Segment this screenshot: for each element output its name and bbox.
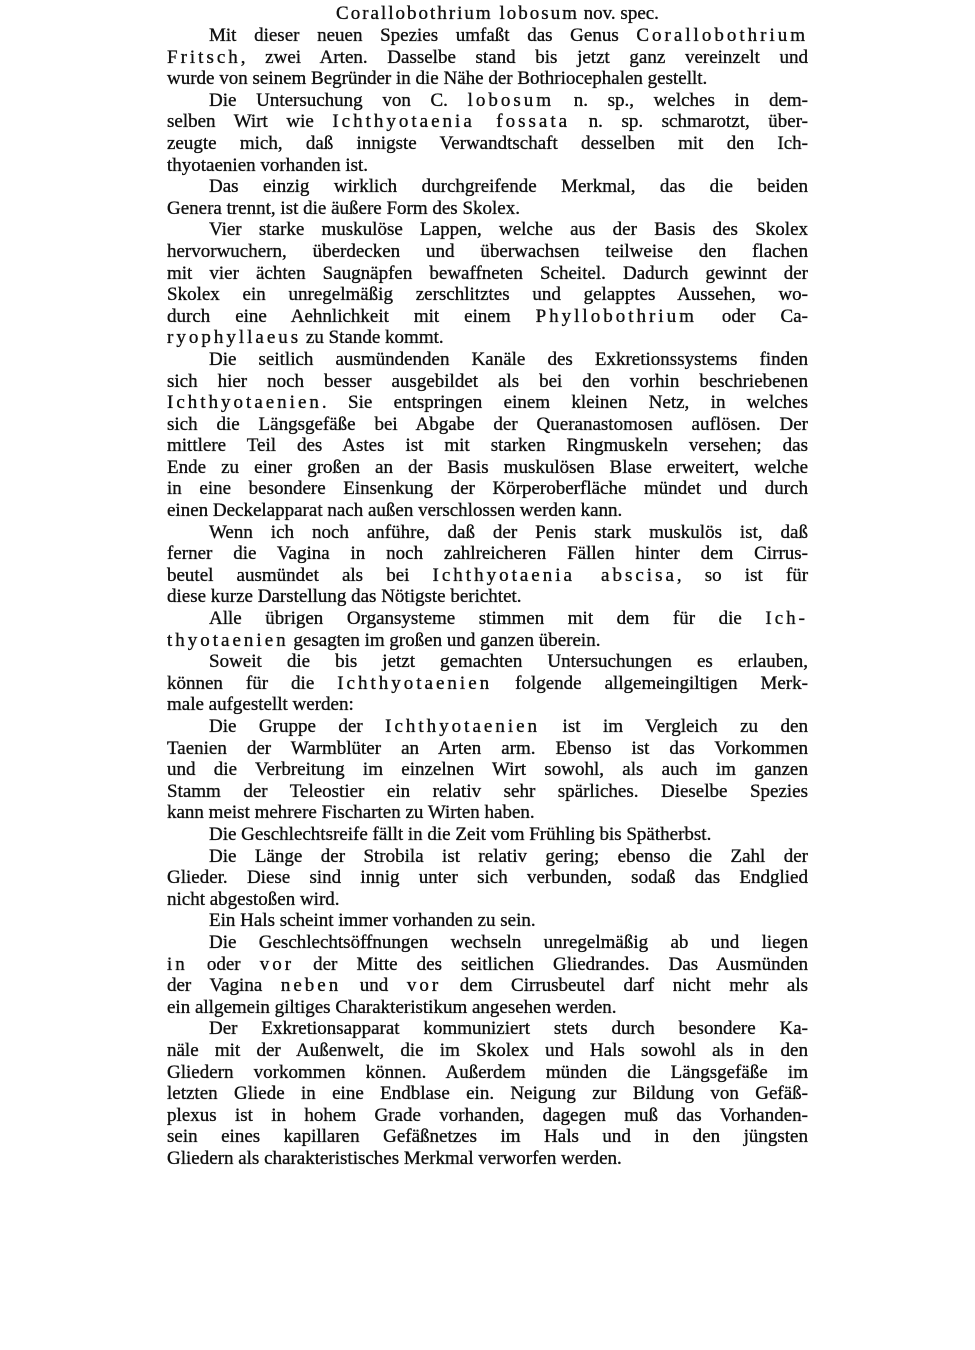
spaced-emphasis: ryophyllaeus [167,327,302,349]
text-run: n. sp., welches in dem- [554,89,809,111]
spaced-emphasis: Corallobothrium lobosum [336,3,579,24]
text-line [167,176,808,198]
spaced-emphasis: neben [280,975,342,997]
text-run: sich die Längsgefäße bei Abgabe der Queranastomosen auflösen. Der [167,413,808,435]
text-line [167,543,808,565]
spaced-emphasis: lobosum [467,89,555,111]
text-run: sein eines kapillaren Gefäßnetzes im Hals und in den jüngsten [167,1126,808,1148]
text-line [167,694,808,716]
text-run: Stamm der Teleostier ein relativ sehr spärliches. Dieselbe Spezies [167,780,808,802]
text-run: . Sie entspringen einem kleinen Netz, in welches [321,392,808,414]
spaced-emphasis: vor [259,953,295,975]
text-line [167,327,808,349]
paragraph [167,176,808,219]
text-run: ein allgemein giltiges Charakteristikum angesehen werden. [167,996,617,1018]
text-line [167,198,808,220]
text-line [167,349,808,371]
text-line [167,1126,808,1148]
text-line [167,716,808,738]
paragraph [167,932,808,1018]
text-run: in eine besondere Einsenkung der Körperoberfläche mündet und durch [167,478,808,500]
paragraph [167,1018,808,1169]
text-run: einen Deckelapparat nach außen verschlossen werden kann. [167,500,623,522]
text-line [167,608,808,630]
text-run: oder [187,953,260,975]
paragraph [167,846,808,911]
text-run: mit vier ächten Saugnäpfen bewaffneten Scheitel. Dadurch gewinnt der [167,262,808,284]
text-run: durch eine Aehnlichkeit mit einem [167,305,536,327]
text-line [167,565,808,587]
spaced-emphasis: Ich- [765,608,808,630]
text-run: zeugte mich, daß innigste Verwandtschaft desselben mit den Ich- [167,132,808,154]
text-line [167,759,808,781]
document-page [167,3,808,1169]
text-run: der Mitte des seitlichen Gliedrandes. Das Ausmünden [294,953,809,975]
text-line [167,522,808,544]
text-line [167,500,808,522]
spaced-emphasis: in [167,953,188,975]
paragraph [167,219,808,349]
text-line [167,457,808,479]
text-line [167,846,808,868]
text-run: Die Länge der Strobila ist relativ gering; ebenso die Zahl der [209,845,808,867]
text-run: nicht abgestoßen wird. [167,888,340,910]
text-run: Genera trennt, ist die äußere Form des Skolex. [167,197,520,219]
text-line [167,932,808,954]
text-run: und [341,975,407,997]
text-run: , so ist für [676,564,809,586]
paragraph [167,910,808,932]
text-line [167,435,808,457]
spaced-emphasis: Corallobothrium [636,25,808,46]
spaced-emphasis: Ichthyotaenia abscisa [432,564,677,586]
paragraph [167,90,808,176]
text-run: Alle übrigen Organsysteme stimmen mit dem für die [209,608,766,630]
text-line [167,25,808,47]
text-run: und die Verbreitung im einzelnen Wirt sowohl, als auch im ganzen [167,759,808,781]
spaced-emphasis: Fritsch [167,46,241,68]
text-run: letzten Gliede in eine Endblase ein. Neigung zur Bildung von Gefäß- [167,1083,808,1105]
text-run: der Vagina [167,975,281,997]
text-line [167,111,808,133]
text-run: Die Geschlechtsöffnungen wechseln unregelmäßig ab und liegen [209,931,808,953]
text-line [167,802,808,824]
text-line [167,263,808,285]
text-line [167,155,808,177]
text-line [167,371,808,393]
text-run: plexus ist in hohem Grade vorhanden, dagegen muß das Vorhanden- [167,1104,808,1126]
text-run: können für die [167,672,338,694]
text-run: Ein Hals scheint immer vorhanden zu sein. [209,910,536,932]
text-line [167,1018,808,1040]
text-line [167,738,808,760]
text-line [167,284,808,306]
text-run: diese kurze Darstellung das Nötigste berichtet. [167,586,522,608]
text-run: gesagten im großen und ganzen überein. [288,629,601,651]
paragraph [167,608,808,651]
text-line [167,392,808,414]
text-line [167,997,808,1019]
text-run: dem Cirrusbeutel darf nicht mehr als [441,975,808,997]
text-line [167,954,808,976]
paragraph [167,716,808,824]
text-line [167,1148,808,1170]
text-run: , zwei Arten. Dasselbe stand bis jetzt ganz vereinzelt und [240,46,808,68]
text-run: wurde von seinem Begründer in die Nähe der Bothriocephalen gestellt. [167,68,708,90]
text-run: Skolex ein unregelmäßig zerschlitztes und gelapptes Aussehen, wo- [167,284,808,306]
text-run: Die Geschlechtsreife fällt in die Zeit vom Frühling bis Spätherbst. [209,823,712,845]
text-run: Die Gruppe der [209,716,386,737]
paragraph [167,651,808,716]
spaced-emphasis: Ichthyotaenien [167,392,322,414]
text-line [167,133,808,155]
text-run: Der Exkretionsapparat kommuniziert stets durch besondere Ka- [209,1018,808,1040]
text-line [167,414,808,436]
spaced-emphasis: Ichthyotaenien [385,716,541,737]
text-run: thyotaenien vorhanden ist. [167,154,369,176]
paragraph [167,522,808,608]
text-run: Ende zu einer großen an der Basis muskulösen Blase erweitert, welche [167,456,808,478]
text-run: Mit dieser neuen Spezies umfaßt das Genus [209,25,637,46]
spaced-emphasis: Ichthyotaenien [337,672,493,694]
text-line [167,889,808,911]
text-run: näle mit der Außenwelt, die im Skolex und Hals sowohl als in den [167,1039,808,1061]
text-run: beutel ausmündet als bei [167,564,433,586]
text-run: nov. spec. [578,3,659,24]
text-line [167,1083,808,1105]
spaced-emphasis: Phyllobothrium [535,305,697,327]
text-run: n. sp. schmarotzt, über- [570,111,809,133]
text-line [167,673,808,695]
paragraph [167,25,808,90]
text-run: Gliedern vorkommen können. Außerdem münden die Längsgefäße im [167,1061,808,1083]
text-run: Glieder. Diese sind innig unter sich verbunden, sodaß das Endglied [167,867,808,889]
text-run: ist im Vergleich zu den [540,716,808,737]
text-line [167,1062,808,1084]
text-run: hervorwuchern, überdecken und überwachsen teilweise den flachen [167,240,808,262]
text-run: Die Untersuchung von C. [209,89,468,111]
text-run: male aufgestellt werden: [167,694,354,716]
text-run: Das einzig wirklich durchgreifende Merkmal, das die beiden [209,176,808,198]
text-line [167,1040,808,1062]
text-run: Soweit die bis jetzt gemachten Untersuchungen es erlauben, [209,651,808,673]
text-run: sich hier noch besser ausgebildet als bei den vorhin beschriebenen [167,370,808,392]
text-run: selben Wirt wie [167,111,333,133]
text-run: zu Stande kommt. [301,327,444,349]
text-line [167,630,808,652]
text-line [167,824,808,846]
text-run: Vier starke muskulöse Lappen, welche aus der Basis des Skolex [209,219,808,241]
text-line [167,781,808,803]
text-line [167,90,808,112]
paragraph [167,824,808,846]
text-run: folgende allgemeingiltigen Merk- [492,672,808,694]
text-line [167,867,808,889]
text-run: kann meist mehrere Fischarten zu Wirten haben. [167,802,535,824]
text-run: oder Ca- [696,305,808,327]
paragraph [167,349,808,522]
document-body [167,25,808,1169]
text-line [167,975,808,997]
spaced-emphasis: thyotaenien [167,629,289,651]
spaced-emphasis: Ichthyotaenia fossata [332,111,571,133]
text-line [167,651,808,673]
text-line [167,1105,808,1127]
text-run: Gliedern als charakteristisches Merkmal verworfen werden. [167,1147,622,1169]
spaced-emphasis: vor [406,975,442,997]
text-run: Die seitlich ausmündenden Kanäle des Exkretionssystems finden [209,348,808,370]
text-line [167,219,808,241]
text-run: Taenien der Warmblüter an Arten arm. Ebenso ist das Vorkommen [167,737,808,759]
text-line [167,910,808,932]
text-line [167,47,808,69]
text-run: Wenn ich noch anführe, daß der Penis stark muskulös ist, daß [209,521,808,543]
text-line [167,306,808,328]
text-line [167,68,808,90]
text-run: mittlere Teil des Astes ist mit starken Ringmuskeln versehen; das [167,435,808,457]
text-line [167,241,808,263]
text-run: ferner die Vagina in noch zahlreicheren Fällen hinter dem Cirrus- [167,543,808,565]
text-line [167,586,808,608]
text-line [167,478,808,500]
section-title [167,3,808,25]
